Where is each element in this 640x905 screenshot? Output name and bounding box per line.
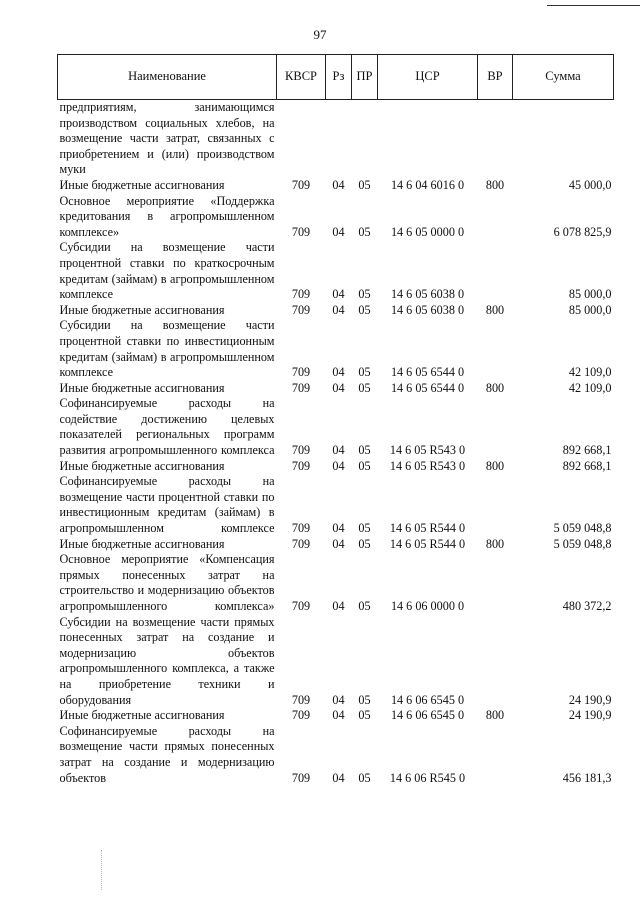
row-vr [478, 194, 513, 241]
row-rz: 04 [332, 443, 345, 458]
row-pr: 05 [358, 287, 371, 302]
header-rz: Рз [326, 55, 352, 100]
row-vr: 800 [485, 708, 505, 723]
row-sum: 42 109,0 [568, 365, 612, 380]
row-vr [478, 615, 513, 709]
row-kvsr: 709 [291, 287, 311, 302]
row-kvsr: 709 [291, 536, 311, 551]
table-row [58, 552, 614, 614]
row-vr [478, 552, 513, 614]
row-pr [352, 100, 378, 178]
row-kvsr: 709 [291, 443, 311, 458]
row-csr [378, 100, 478, 178]
row-pr: 05 [358, 177, 371, 192]
row-csr: 14 6 06 R545 0 [389, 770, 466, 785]
row-sum: 5 059 048,8 [553, 536, 612, 551]
table-row [58, 178, 614, 194]
row-name: Субсидии на возмещение части процентной ставки по инвестиционным кредитам (займам) в агропромышленном комплексе [59, 318, 275, 380]
row-sum: 45 000,0 [568, 177, 612, 192]
row-vr [478, 474, 513, 536]
table-row [58, 459, 614, 475]
row-pr: 05 [358, 536, 371, 551]
row-pr: 05 [358, 302, 371, 317]
header-kvsr: КВСР [277, 55, 326, 100]
row-sum: 480 372,2 [562, 599, 612, 613]
page-number: 97 [313, 27, 327, 42]
row-pr: 05 [358, 599, 371, 613]
row-sum: 892 668,1 [562, 458, 612, 473]
row-vr: 800 [485, 458, 505, 473]
row-vr: 800 [485, 536, 505, 551]
row-rz: 04 [332, 599, 345, 613]
table-row [58, 724, 614, 786]
row-kvsr: 709 [291, 177, 311, 192]
row-csr: 14 6 05 6038 0 [390, 287, 465, 302]
row-kvsr: 709 [291, 302, 311, 317]
row-rz: 04 [332, 708, 345, 723]
row-name: предприятиям, занимающимся производством социальных хлебов, на возмещение части затрат, связанных с приобретением и (или) производством муки [59, 100, 275, 177]
table-row [58, 615, 614, 709]
table-row [58, 318, 614, 380]
row-csr: 14 6 05 6544 0 [390, 380, 465, 395]
row-pr: 05 [358, 708, 371, 723]
table-row [58, 474, 614, 536]
row-vr: 800 [485, 177, 505, 192]
row-rz: 04 [332, 287, 345, 302]
row-sum: 85 000,0 [568, 302, 612, 317]
row-vr [478, 318, 513, 380]
row-kvsr: 709 [291, 458, 311, 473]
row-name: Основное мероприятие «Компенсация прямых понесенных затрат на строительство и модернизацию объектов агропромышленного комплекса» [59, 552, 275, 613]
table-body [58, 100, 614, 787]
table-row [58, 708, 614, 724]
row-vr [478, 724, 513, 786]
row-rz: 04 [332, 177, 345, 192]
row-name: Софинансируемые расходы на содействие достижению целевых показателей региональных программ развития агропромышленного комплекса [59, 396, 275, 458]
row-csr: 14 6 06 6545 0 [390, 692, 465, 707]
table-header [58, 55, 614, 100]
row-name: Софинансируемые расходы на возмещение части процентной ставки по инвестиционным кредитам (займам) в агропромышленном комплексе [59, 474, 275, 536]
row-name: Субсидии на возмещение части прямых понесенных затрат на создание и модернизацию объектов агропромышленного комплекса, а также на приобретение техники и оборудования [59, 614, 275, 707]
row-vr: 800 [485, 380, 505, 395]
row-rz: 04 [332, 365, 345, 380]
row-pr: 05 [358, 380, 371, 395]
row-csr: 14 6 05 R543 0 [389, 443, 466, 458]
row-kvsr: 709 [291, 599, 311, 613]
row-pr: 05 [358, 770, 371, 785]
row-vr [478, 240, 513, 302]
row-name: Иные бюджетные ассигнования [59, 536, 225, 551]
row-rz: 04 [332, 302, 345, 317]
row-sum: 6 078 825,9 [553, 224, 612, 239]
top-rule [547, 5, 640, 6]
row-rz: 04 [332, 536, 345, 551]
row-csr: 14 6 05 R544 0 [389, 521, 466, 536]
header-vr: ВР [478, 55, 513, 100]
table-row [58, 240, 614, 302]
row-kvsr: 709 [291, 770, 311, 785]
row-name: Иные бюджетные ассигнования [59, 708, 225, 723]
row-rz: 04 [332, 770, 345, 785]
row-name: Иные бюджетные ассигнования [59, 177, 225, 192]
row-sum: 24 190,9 [568, 692, 612, 707]
row-sum: 892 668,1 [562, 443, 612, 458]
header-csr: ЦСР [378, 55, 478, 100]
row-kvsr: 709 [291, 708, 311, 723]
row-csr: 14 6 04 6016 0 [390, 177, 465, 192]
row-name: Иные бюджетные ассигнования [59, 458, 225, 473]
header-pr: ПР [352, 55, 378, 100]
row-rz: 04 [332, 224, 345, 239]
table-row [58, 303, 614, 319]
row-pr: 05 [358, 521, 371, 536]
row-sum [513, 100, 614, 178]
row-name: Субсидии на возмещение части процентной ставки по краткосрочным кредитам (займам) в агропромышленном комплексе [59, 240, 275, 302]
row-vr: 800 [485, 302, 505, 317]
header-sum: Сумма [513, 55, 614, 100]
row-csr: 14 6 06 0000 0 [390, 599, 465, 613]
row-pr: 05 [358, 458, 371, 473]
scan-artifact-line [101, 850, 102, 890]
row-csr: 14 6 05 0000 0 [390, 224, 465, 239]
row-kvsr: 709 [291, 692, 311, 707]
table-row [58, 537, 614, 553]
row-name: Иные бюджетные ассигнования [59, 302, 225, 317]
row-sum: 24 190,9 [568, 708, 612, 723]
table-row [58, 396, 614, 458]
row-rz: 04 [332, 380, 345, 395]
row-rz: 04 [332, 521, 345, 536]
row-sum: 456 181,3 [562, 770, 612, 785]
row-name: Основное мероприятие «Поддержка кредитования в агропромышленном комплексе» [59, 193, 275, 239]
row-pr: 05 [358, 365, 371, 380]
row-kvsr: 709 [291, 380, 311, 395]
row-pr: 05 [358, 443, 371, 458]
table-row [58, 194, 614, 241]
header-name: Наименование [58, 55, 277, 100]
row-sum: 42 109,0 [568, 380, 612, 395]
row-name: Софинансируемые расходы на возмещение части прямых понесенных затрат на создание и модернизацию объектов [59, 723, 275, 785]
row-kvsr: 709 [291, 365, 311, 380]
table-row [58, 100, 614, 178]
row-csr: 14 6 06 6545 0 [390, 708, 465, 723]
row-csr: 14 6 05 6544 0 [390, 365, 465, 380]
row-pr: 05 [358, 692, 371, 707]
row-vr [478, 100, 513, 178]
row-kvsr: 709 [291, 521, 311, 536]
row-rz: 04 [332, 458, 345, 473]
row-sum: 5 059 048,8 [553, 521, 612, 536]
row-pr: 05 [358, 224, 371, 239]
row-csr: 14 6 05 R543 0 [389, 458, 466, 473]
row-vr [478, 396, 513, 458]
table-row [58, 381, 614, 397]
row-rz [326, 100, 352, 178]
row-kvsr [277, 100, 326, 178]
row-csr: 14 6 05 R544 0 [389, 536, 466, 551]
row-rz: 04 [332, 692, 345, 707]
row-csr: 14 6 05 6038 0 [390, 302, 465, 317]
budget-table [57, 54, 614, 786]
row-sum: 85 000,0 [568, 287, 612, 302]
row-name: Иные бюджетные ассигнования [59, 380, 225, 395]
row-kvsr: 709 [291, 224, 311, 239]
